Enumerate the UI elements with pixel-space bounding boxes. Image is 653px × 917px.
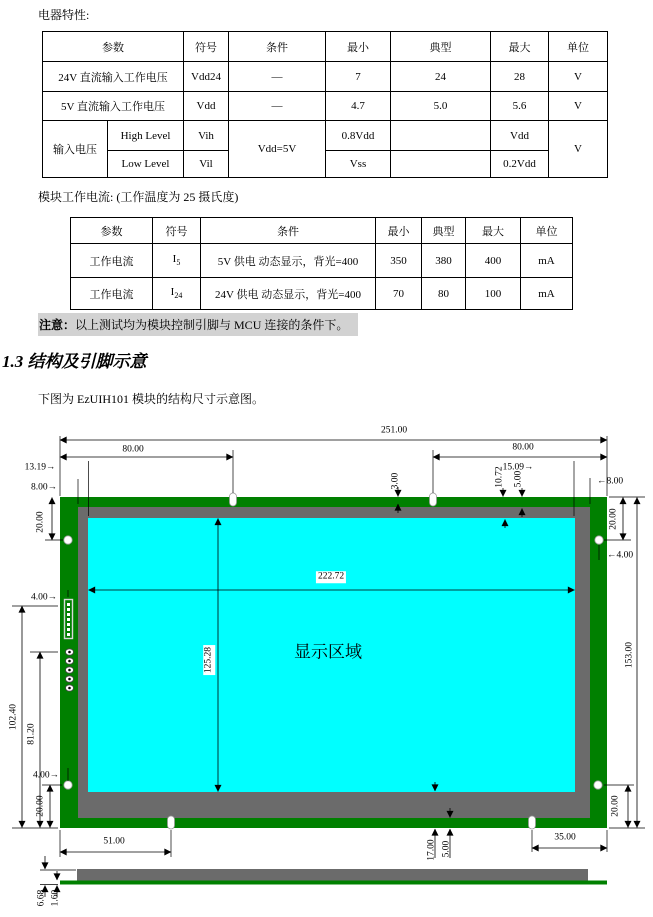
cell-unit: V [549, 92, 608, 121]
side-view-pcb [60, 881, 607, 885]
mounting-hole-top-left [64, 536, 72, 544]
dim-right-4: ←4.00 [606, 550, 634, 561]
dim-side-1-60: 1.60 [50, 889, 61, 907]
electrical-characteristics-label: 电器特性: [38, 8, 90, 22]
cell-param: 工作电流 [71, 278, 153, 310]
col-header-max: 最大 [491, 32, 549, 62]
cell-condition: 5V 供电 动态显示，背光=400 [201, 244, 376, 278]
interface-connector [65, 600, 73, 639]
cell-symbol: Vdd24 [184, 62, 229, 92]
cell-param: 24V 直流输入工作电压 [43, 62, 184, 92]
cell-typ: 24 [391, 62, 491, 92]
dim-bottom-51: 51.00 [103, 836, 125, 847]
cell-max: Vdd [491, 121, 549, 151]
col-header-unit: 单位 [521, 218, 573, 244]
dim-top-left-20: 20.00 [35, 511, 46, 533]
cell-condition: Vdd=5V [229, 121, 326, 178]
cell-unit: mA [521, 244, 573, 278]
col-header-typ: 典型 [422, 218, 466, 244]
cell-typ: 5.0 [391, 92, 491, 121]
symbol-sub: 5 [176, 258, 181, 268]
cell-min: 0.8Vdd [326, 121, 391, 151]
cell-max: 100 [466, 278, 521, 310]
cell-typ: 80 [422, 278, 466, 310]
cell-max: 400 [466, 244, 521, 278]
section-heading: 1.3 结构及引脚示意 [2, 352, 147, 371]
cell-min: 7 [326, 62, 391, 92]
dim-right-153: 153.00 [624, 641, 635, 669]
cell-min: 70 [376, 278, 422, 310]
symbol-base: I [172, 253, 177, 266]
intro-text: 下图为 EzUIH101 模块的结构尺寸示意图。 [38, 392, 264, 406]
col-header-condition: 条件 [201, 218, 376, 244]
mounting-slot-top-left [230, 493, 237, 506]
dim-top-3: 3.00 [390, 472, 401, 490]
dim-display-width: 222.72 [317, 571, 345, 582]
dim-15-09: 15.09→ [502, 462, 534, 473]
dim-bottom-right-20: 20.00 [610, 795, 621, 817]
cell-min: 4.7 [326, 92, 391, 121]
note-text: 以上测试均为模块控制引脚与 MCU 连接的条件下。 [75, 318, 349, 332]
symbol-sub: 24 [174, 291, 183, 301]
dim-bottom-35: 35.00 [554, 832, 576, 843]
cell-min: Vss [326, 151, 391, 178]
cell-level: High Level [108, 121, 184, 151]
operating-current-label: 模块工作电流: (工作温度为 25 摄氏度) [38, 190, 239, 204]
cell-max: 5.6 [491, 92, 549, 121]
dim-top-5: 5.00 [513, 470, 524, 488]
mounting-slot-bottom-right [529, 816, 536, 829]
cell-condition: 24V 供电 动态显示，背光=400 [201, 278, 376, 310]
col-header-symbol: 符号 [184, 32, 229, 62]
dim-right-8: ←8.00 [596, 476, 624, 487]
display-area-label: 显示区域 [294, 642, 362, 662]
dim-top-right-20: 20.00 [608, 508, 619, 530]
mounting-hole-top-right [595, 536, 603, 544]
cell-unit: V [549, 62, 608, 92]
dim-left-top-4: 4.00→ [30, 592, 58, 603]
col-header-typ: 典型 [391, 32, 491, 62]
col-header-param: 参数 [43, 32, 184, 62]
dim-left-102-40: 102.40 [8, 703, 19, 731]
cell-condition: — [229, 62, 326, 92]
cell-param: 工作电流 [71, 244, 153, 278]
col-header-min: 最小 [376, 218, 422, 244]
cell-symbol: Vdd [184, 92, 229, 121]
col-header-condition: 条件 [229, 32, 326, 62]
dim-side-6-68: 6.68 [36, 889, 47, 907]
col-header-symbol: 符号 [153, 218, 201, 244]
cell-symbol: Vil [184, 151, 229, 178]
side-view-module [77, 869, 588, 881]
cell-min: 350 [376, 244, 422, 278]
cell-max: 28 [491, 62, 549, 92]
dim-left-81-20: 81.20 [26, 723, 37, 745]
col-header-max: 最大 [466, 218, 521, 244]
dim-top-10-72: 10.72 [494, 466, 505, 488]
cell-max: 0.2Vdd [491, 151, 549, 178]
dim-bottom-17: 17.00 [426, 839, 437, 861]
cell-param-group: 输入电压 [43, 121, 108, 178]
cell-symbol: Vih [184, 121, 229, 151]
side-view [60, 869, 607, 885]
dim-bottom-left-20: 20.00 [35, 795, 46, 817]
dim-left-8: 8.00→ [30, 482, 58, 493]
dim-display-height: 125.28 [203, 646, 214, 674]
dim-left-bottom-4: 4.00→ [32, 770, 60, 781]
dim-top-right-80: 80.00 [512, 442, 534, 453]
mounting-slot-top-right [430, 493, 437, 506]
cell-param: 5V 直流输入工作电压 [43, 92, 184, 121]
dim-13-19: 13.19→ [24, 462, 56, 473]
cell-typ: 380 [422, 244, 466, 278]
cell-unit: mA [521, 278, 573, 310]
cell-unit: V [549, 121, 608, 178]
dim-top-left-80: 80.00 [122, 444, 144, 455]
col-header-min: 最小 [326, 32, 391, 62]
col-header-param: 参数 [71, 218, 153, 244]
cell-level: Low Level [108, 151, 184, 178]
mounting-hole-bottom-right [594, 781, 602, 789]
mounting-slot-bottom-left [168, 816, 175, 829]
col-header-unit: 单位 [549, 32, 608, 62]
dim-bottom-5: 5.00 [441, 840, 452, 858]
mounting-hole-bottom-left [64, 781, 72, 789]
symbol-base: I [170, 286, 175, 299]
dim-overall-width: 251.00 [380, 425, 408, 436]
note-bold: 注意： [39, 318, 76, 332]
cell-condition: — [229, 92, 326, 121]
